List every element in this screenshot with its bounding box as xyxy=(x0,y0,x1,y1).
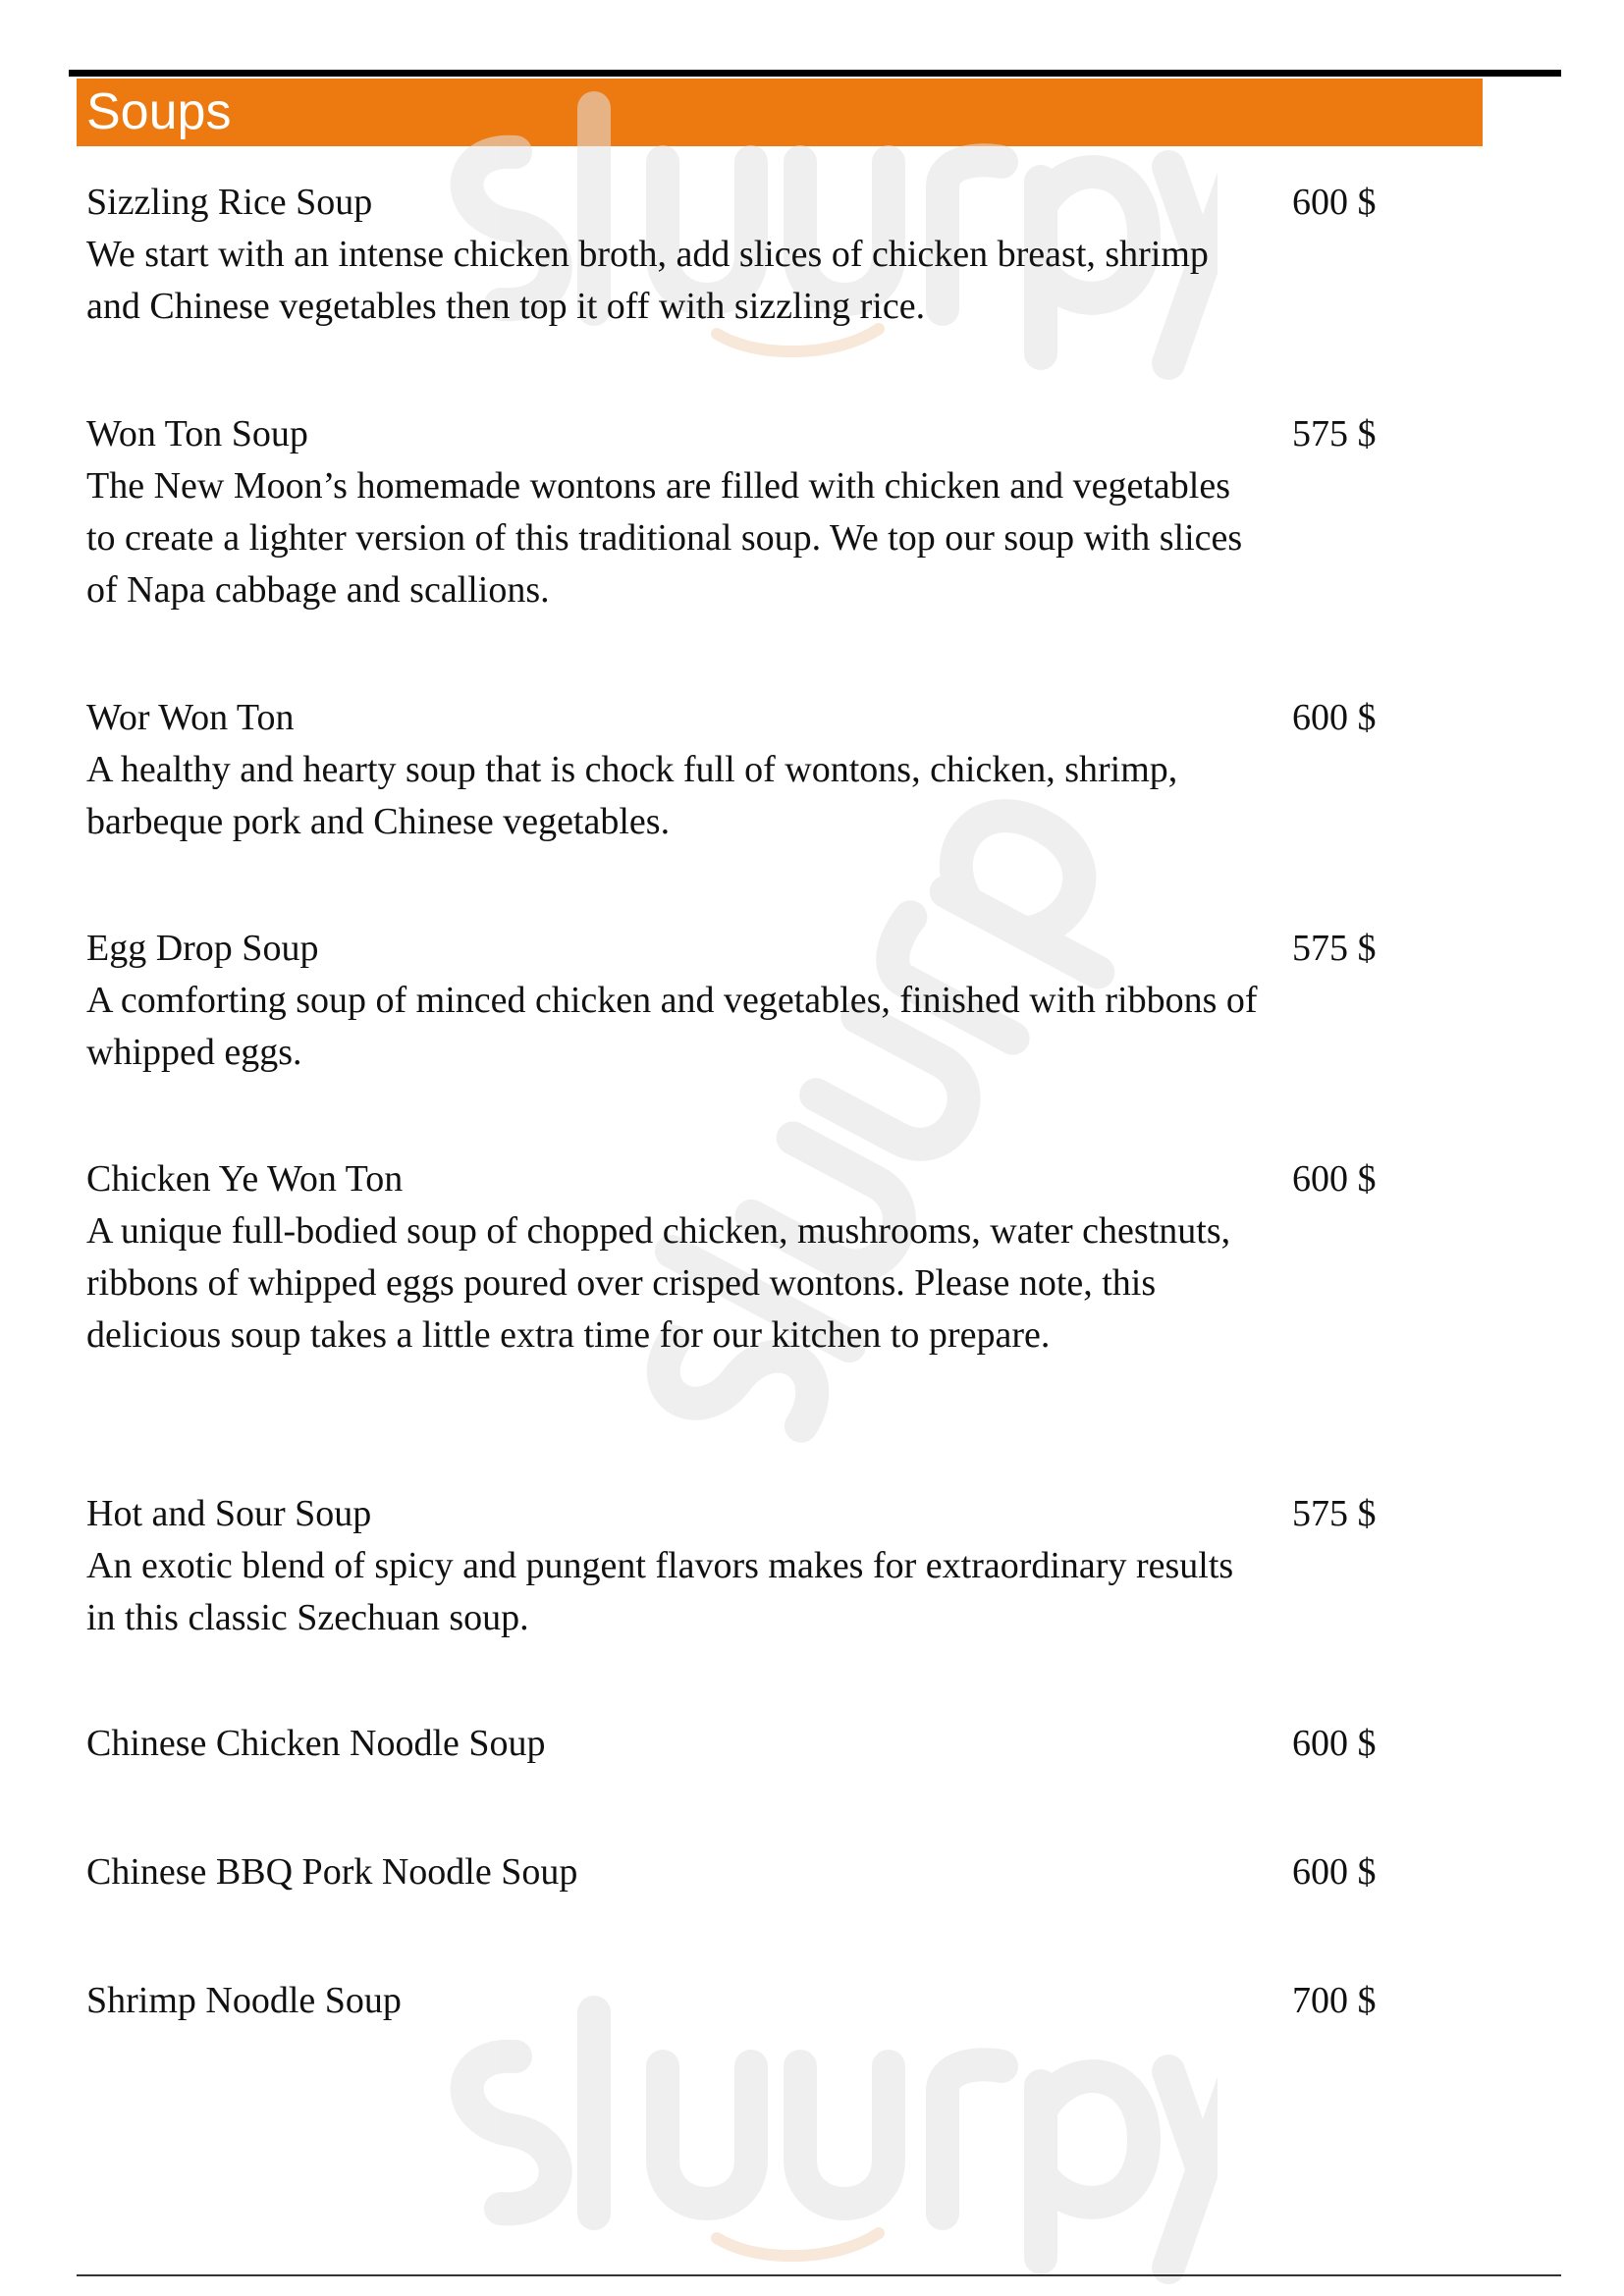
item-description: A healthy and hearty soup that is chock full of wontons, chicken, shrimp, barbeque pork and Chinese vegetables. xyxy=(86,749,1178,842)
menu-item xyxy=(86,1153,1402,1362)
top-rule xyxy=(69,70,1561,77)
bottom-rule xyxy=(77,2274,1561,2276)
menu-item xyxy=(86,923,1402,1079)
item-price: 600 $ xyxy=(1292,697,1377,738)
item-price: 575 $ xyxy=(1292,413,1377,454)
item-name: Hot and Sour Soup xyxy=(86,1493,372,1534)
item-description: A unique full-bodied soup of chopped chicken, mushrooms, water chestnuts, ribbons of whipped eggs poured over crisped wontons. Please note, this delicious soup takes a little extra time for our kitchen to prepare. xyxy=(86,1210,1231,1356)
item-price: 575 $ xyxy=(1292,928,1377,969)
item-price: 600 $ xyxy=(1292,1851,1377,1893)
item-name: Egg Drop Soup xyxy=(86,928,319,969)
item-price: 700 $ xyxy=(1292,1980,1377,2021)
menu-item xyxy=(86,408,1402,616)
menu-item xyxy=(86,177,1402,333)
item-price: 575 $ xyxy=(1292,1493,1377,1534)
item-name: Chinese BBQ Pork Noodle Soup xyxy=(86,1851,578,1893)
item-price: 600 $ xyxy=(1292,1723,1377,1764)
item-description: A comforting soup of minced chicken and vegetables, finished with ribbons of whipped eggs. xyxy=(86,980,1258,1073)
watermark-logo-icon-middle xyxy=(461,785,1168,1492)
item-description: An exotic blend of spicy and pungent flavors makes for extraordinary results in this classic Szechuan soup. xyxy=(86,1545,1234,1638)
section-header xyxy=(77,79,1483,146)
item-description: We start with an intense chicken broth, add slices of chicken breast, shrimp and Chinese vegetables then top it off with sizzling rice. xyxy=(86,234,1209,327)
item-name: Sizzling Rice Soup xyxy=(86,182,373,223)
menu-item xyxy=(86,1975,1402,2027)
menu-item xyxy=(86,1488,1402,1644)
item-name: Won Ton Soup xyxy=(86,413,308,454)
menu-item xyxy=(86,1846,1402,1898)
item-name: Chinese Chicken Noodle Soup xyxy=(86,1723,546,1764)
menu-item xyxy=(86,692,1402,848)
item-name: Chicken Ye Won Ton xyxy=(86,1158,404,1200)
item-description: The New Moon’s homemade wontons are filled with chicken and vegetables to create a lighter version of this traditional soup. We top our soup with slices of Napa cabbage and scallions. xyxy=(86,465,1243,611)
item-name: Shrimp Noodle Soup xyxy=(86,1980,402,2021)
menu-item xyxy=(86,1718,1402,1770)
item-price: 600 $ xyxy=(1292,1158,1377,1200)
section-title: Soups xyxy=(86,83,232,140)
item-price: 600 $ xyxy=(1292,182,1377,223)
item-name: Wor Won Ton xyxy=(86,697,295,738)
